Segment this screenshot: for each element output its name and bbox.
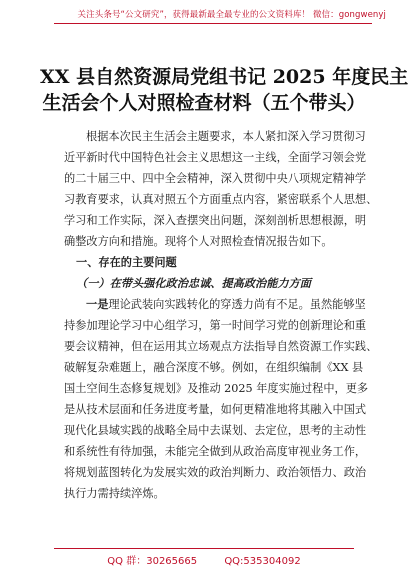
footer-divider [54,548,354,549]
intro-line: 确整改方向和措施。现将个人对照检查情况报告如下。 [64,235,333,248]
promo-banner: 关注头条号“公文研究”，获得最新最全最专业的公文资料库！ 微信：gongwenyj [77,10,386,20]
intro-line: 学习和工作实际，深入查摆突出问题，深刻剖析思想根源，明 [64,214,367,227]
footer [0,552,408,567]
title-line-2: 生活会个人对照检查材料（五个带头） [42,92,366,114]
document-title [40,64,408,116]
paragraph-first-text: 理论武装向实践转化的穿透力尚有不足。虽然能够坚 [108,298,366,311]
paragraph-line: 国土空间生态修复规划》及推动 2025 年度实施过程中，更多 [64,382,369,395]
title-line-1: XX 县自然资源局党组书记 2025 年度民主 [40,66,408,88]
paragraph-lead: 一是 [86,297,109,311]
subsection-heading: （一）在带头强化政治忠诚、提高政治能力方面 [76,276,311,290]
paragraph-line: 执行力需持续淬炼。 [64,487,165,500]
intro-line: 习教育要求，认真对照五个方面重点内容，紧密联系个人思想、 [64,193,378,206]
intro-line: 根据本次民主生活会主题要求，本人紧扣深入学习贯彻习 [86,130,366,143]
paragraph-line: 现代化县域实践的战略全局中去谋划、去定位，思考的主动性 [64,424,367,437]
paragraph-line: 和系统性有待加强，未能完全做到从政治高度审视业务工作， [64,445,367,458]
paragraph-line: 持参加理论学习中心组学习，第一时间学习党的创新理论和重 [64,319,367,332]
paragraph-line: 要会议精神，但在运用其立场观点方法指导自然资源工作实践、 [64,340,378,353]
header-divider [54,23,372,24]
paragraph-line: 是从技术层面和任务进度考量，如何更精准地将其融入中国式 [64,403,367,416]
paragraph-line [64,294,364,315]
intro-line: 的二十届三中、四中全会精神，深入贯彻中央八项规定精神学 [64,172,367,185]
document-body [64,126,378,504]
footer-qq-group: QQ 群：30265665 [107,556,198,567]
paragraph-line: 破解复杂难题上，融合深度不够。例如，在组织编制《XX 县 [64,361,364,374]
paragraph-line: 将规划蓝图转化为发展实效的政治判断力、政治领悟力、政治 [64,466,367,479]
footer-qq-contact: QQ:535304092 [224,556,301,567]
intro-line: 近平新时代中国特色社会主义思想这一主线，全面学习领会党 [64,151,367,164]
section-heading: 一、存在的主要问题 [76,255,177,269]
